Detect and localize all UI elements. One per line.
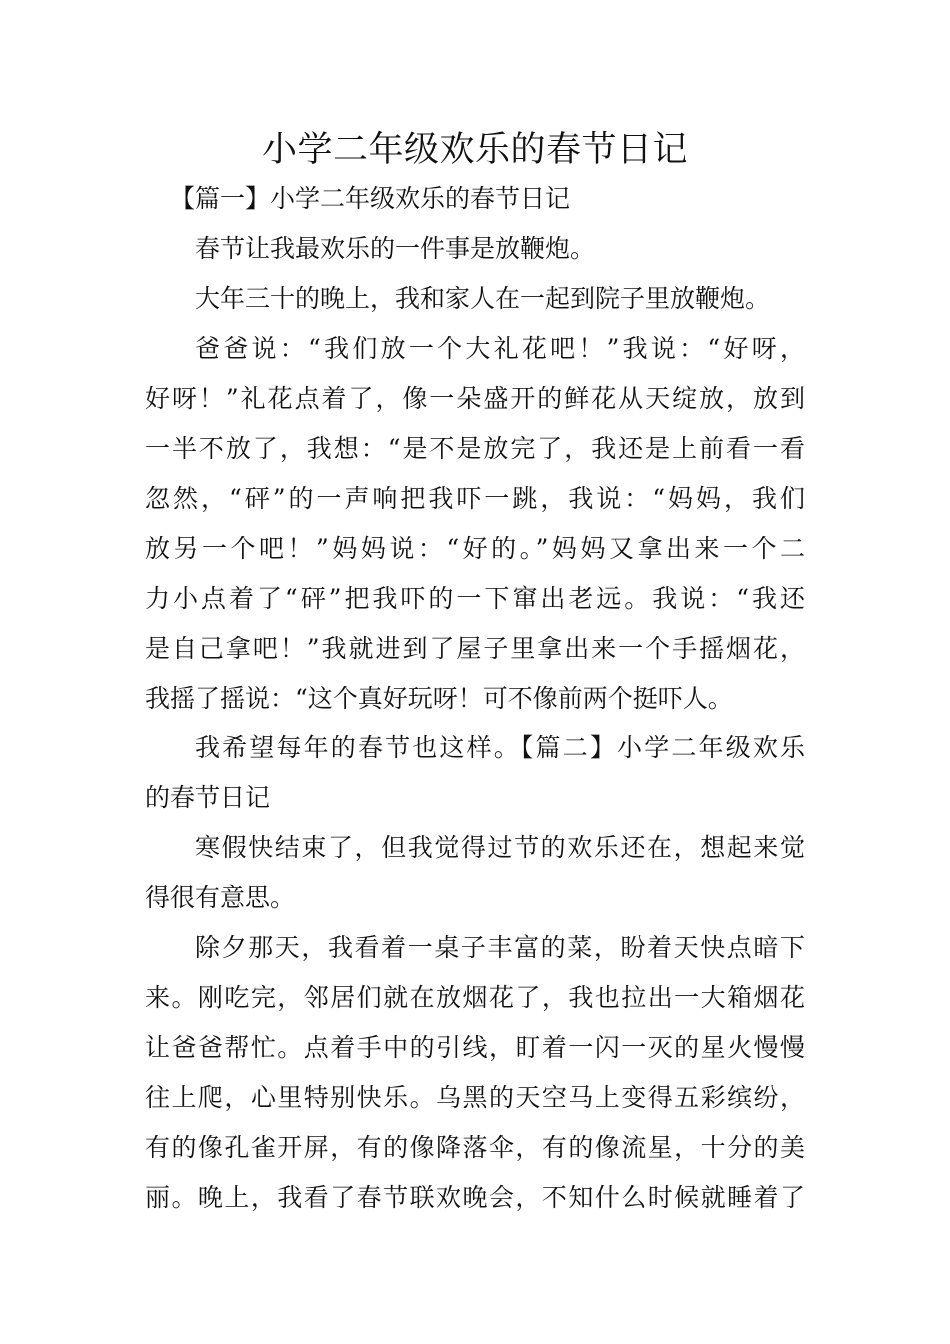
paragraph-line: 得很有意思。 — [145, 883, 296, 912]
paragraph-line: 我摇了摇说：“这个真好玩呀！可不像前两个挺吓人。 — [145, 684, 733, 713]
paragraph-line: 忽然，“砰”的一声响把我吓一跳，我说：“妈妈，我们 — [145, 484, 805, 513]
paragraph-line: 的春节日记 — [145, 783, 271, 812]
paragraph-line: 寒假快结束了，但我觉得过节的欢乐还在，想起来觉 — [195, 833, 805, 862]
paragraph-line: 有的像孔雀开屏，有的像降落伞，有的像流星，十分的美 — [145, 1133, 805, 1162]
paragraph-line: 大年三十的晚上，我和家人在一起到院子里放鞭炮。 — [195, 284, 771, 313]
paragraph-line: 是自己拿吧！”我就进到了屋子里拿出来一个手摇烟花， — [145, 634, 805, 663]
paragraph-line: 春节让我最欢乐的一件事是放鞭炮。 — [195, 234, 596, 263]
paragraph-line: 丽。晚上，我看了春节联欢晚会，不知什么时候就睡着了 — [145, 1183, 805, 1212]
document-title: 小学二年级欢乐的春节日记 — [261, 130, 688, 170]
paragraph-line: 除夕那天，我看着一桌子丰富的菜，盼着天快点暗下 — [195, 933, 805, 962]
section-heading-1: 【篇一】小学二年级欢乐的春节日记 — [170, 184, 571, 213]
paragraph-line: 放另一个吧！”妈妈说：“好的。”妈妈又拿出来一个二 — [145, 534, 805, 563]
paragraph-line: 让爸爸帮忙。点着手中的引线，盯着一闪一灭的星火慢慢 — [145, 1033, 805, 1062]
paragraph-line: 好呀！”礼花点着了，像一朵盛开的鲜花从天绽放，放到 — [145, 384, 805, 413]
paragraph-line: 往上爬，心里特别快乐。乌黑的天空马上变得五彩缤纷， — [145, 1083, 805, 1112]
paragraph-line: 爸爸说：“我们放一个大礼花吧！”我说：“好呀， — [195, 334, 805, 363]
paragraph-line: 来。刚吃完，邻居们就在放烟花了，我也拉出一大箱烟花 — [145, 983, 805, 1012]
paragraph-line: 一半不放了，我想：“是不是放完了，我还是上前看一看 — [145, 434, 805, 463]
paragraph-line: 我希望每年的春节也这样。【篇二】小学二年级欢乐 — [195, 733, 805, 762]
paragraph-line: 力小点着了“砰”把我吓的一下窜出老远。我说：“我还 — [145, 584, 805, 613]
